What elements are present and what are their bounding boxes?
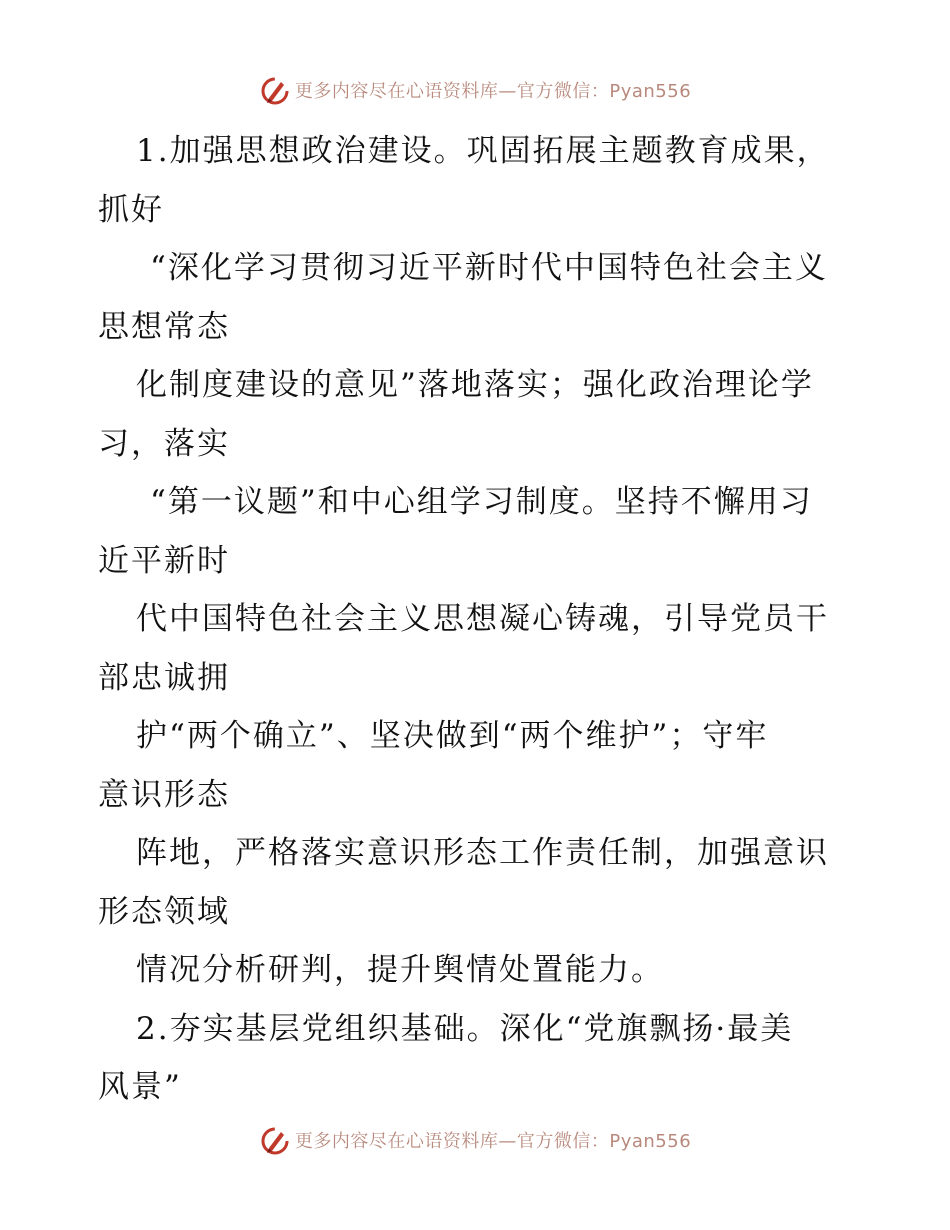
text-line: 1.加强思想政治建设。巩固拓展主题教育成果， xyxy=(136,133,830,169)
text-line: 护“两个确立”、坚决做到“两个维护”；守牢 xyxy=(136,718,769,754)
text-line: 2.夯实基层党组织基础。深化“党旗飘扬·最美 xyxy=(136,1010,794,1047)
text-line: 化制度建设的意见”落地落实；强化政治理论学 xyxy=(136,367,814,403)
footer-banner xyxy=(0,1120,950,1160)
text-line: 形态领域 xyxy=(98,893,230,930)
text-line: 意识形态 xyxy=(98,776,230,813)
text-line: 风景” xyxy=(98,1069,182,1105)
text-line: 阵地，严格落实意识形态工作责任制，加强意识 xyxy=(136,835,829,871)
text-line: 部忠诚拥 xyxy=(98,659,230,696)
pen-swirl-logo-icon xyxy=(259,1124,291,1156)
text-line: “第一议题”和中心组学习制度。坚持不懈用习 xyxy=(150,484,813,520)
text-line: “深化学习贯彻习近平新时代中国特色社会主义 xyxy=(150,250,828,286)
text-line: 近平新时 xyxy=(98,542,230,579)
header-banner xyxy=(0,70,950,110)
footer-banner-text: 更多内容尽在心语资料库—官方微信：Pyan556 xyxy=(294,1131,692,1152)
text-line: 情况分析研判，提升舆情处置能力。 xyxy=(136,952,664,988)
text-line: 习，落实 xyxy=(98,425,230,462)
text-line: 代中国特色社会主义思想凝心铸魂，引导党员干 xyxy=(136,601,829,637)
pen-swirl-logo-icon xyxy=(259,74,291,106)
text-line: 思想常态 xyxy=(98,308,230,345)
text-line: 抓好 xyxy=(98,191,164,228)
document-body xyxy=(98,122,858,1117)
header-banner-text: 更多内容尽在心语资料库—官方微信：Pyan556 xyxy=(294,81,692,102)
